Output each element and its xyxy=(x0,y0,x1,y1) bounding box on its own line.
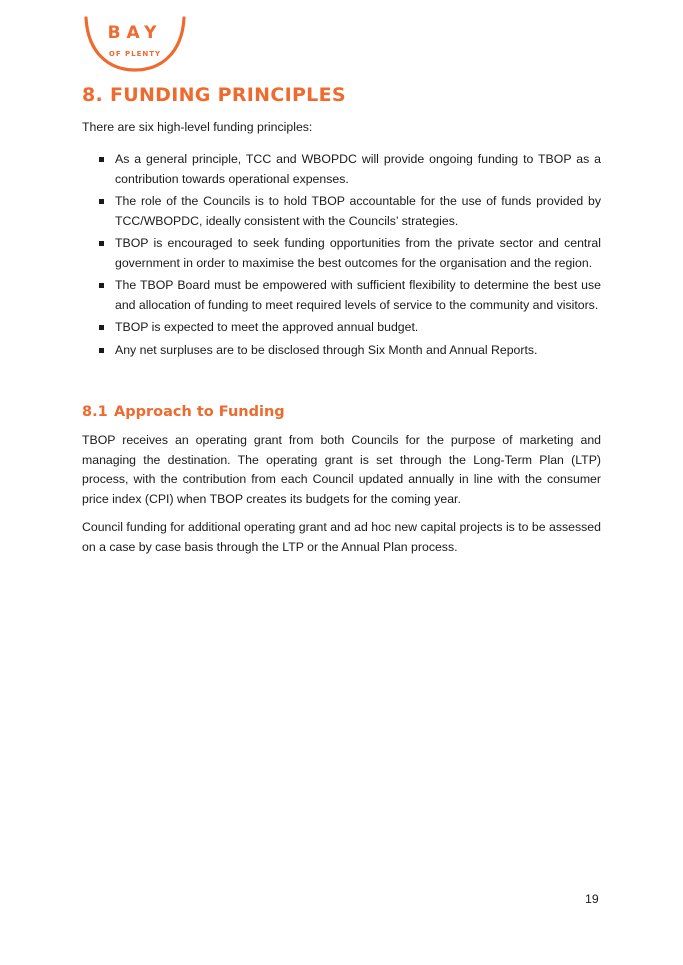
bullet-square-icon xyxy=(99,348,104,353)
section-title: 8. FUNDING PRINCIPLES xyxy=(82,84,346,106)
paragraph: TBOP receives an operating grant from both Councils for the purpose of marketing and managing the destination. The operating grant is set through the Long-Term Plan (LTP) process, with the contribution from each Council updated annually in line with the consumer price index (CPI) when TBOP creates its budgets for the coming year. xyxy=(82,433,601,506)
list-item: The TBOP Board must be empowered with sufficient flexibility to determine the best use and allocation of funding to meet required levels of service to the community and visitors. xyxy=(82,276,601,315)
logo-word: BAY xyxy=(107,23,163,43)
logo-sub: OF PLENTY xyxy=(108,50,162,58)
principles-list xyxy=(82,150,601,363)
bullet-square-icon xyxy=(99,325,104,330)
bay-of-plenty-logo xyxy=(80,14,190,74)
list-item: As a general principle, TCC and WBOPDC will provide ongoing funding to TBOP as a contribution towards operational expenses. xyxy=(82,150,601,189)
subsection-number: 8.1 xyxy=(82,404,108,420)
list-item: The role of the Councils is to hold TBOP accountable for the use of funds provided by TCC/WBOPDC, ideally consistent with the Councils’ strategies. xyxy=(82,192,601,231)
paragraph: Council funding for additional operating grant and ad hoc new capital projects is to be assessed on a case by case basis through the LTP or the Annual Plan process. xyxy=(82,520,601,554)
bullet-square-icon xyxy=(99,199,104,204)
list-item: TBOP is expected to meet the approved annual budget. xyxy=(82,318,601,338)
bullet-square-icon xyxy=(99,283,104,288)
subsection-heading: Approach to Funding xyxy=(114,404,285,420)
page-number: 19 xyxy=(585,892,599,906)
list-item: TBOP is encouraged to seek funding opportunities from the private sector and central government in order to maximise the best outcomes for the organisation and the region. xyxy=(82,234,601,273)
section-intro: There are six high-level funding principles: xyxy=(82,120,313,134)
bullet-square-icon xyxy=(99,157,104,162)
bullet-square-icon xyxy=(99,241,104,246)
list-item: Any net surpluses are to be disclosed through Six Month and Annual Reports. xyxy=(82,341,601,361)
subsection-title xyxy=(82,404,285,420)
